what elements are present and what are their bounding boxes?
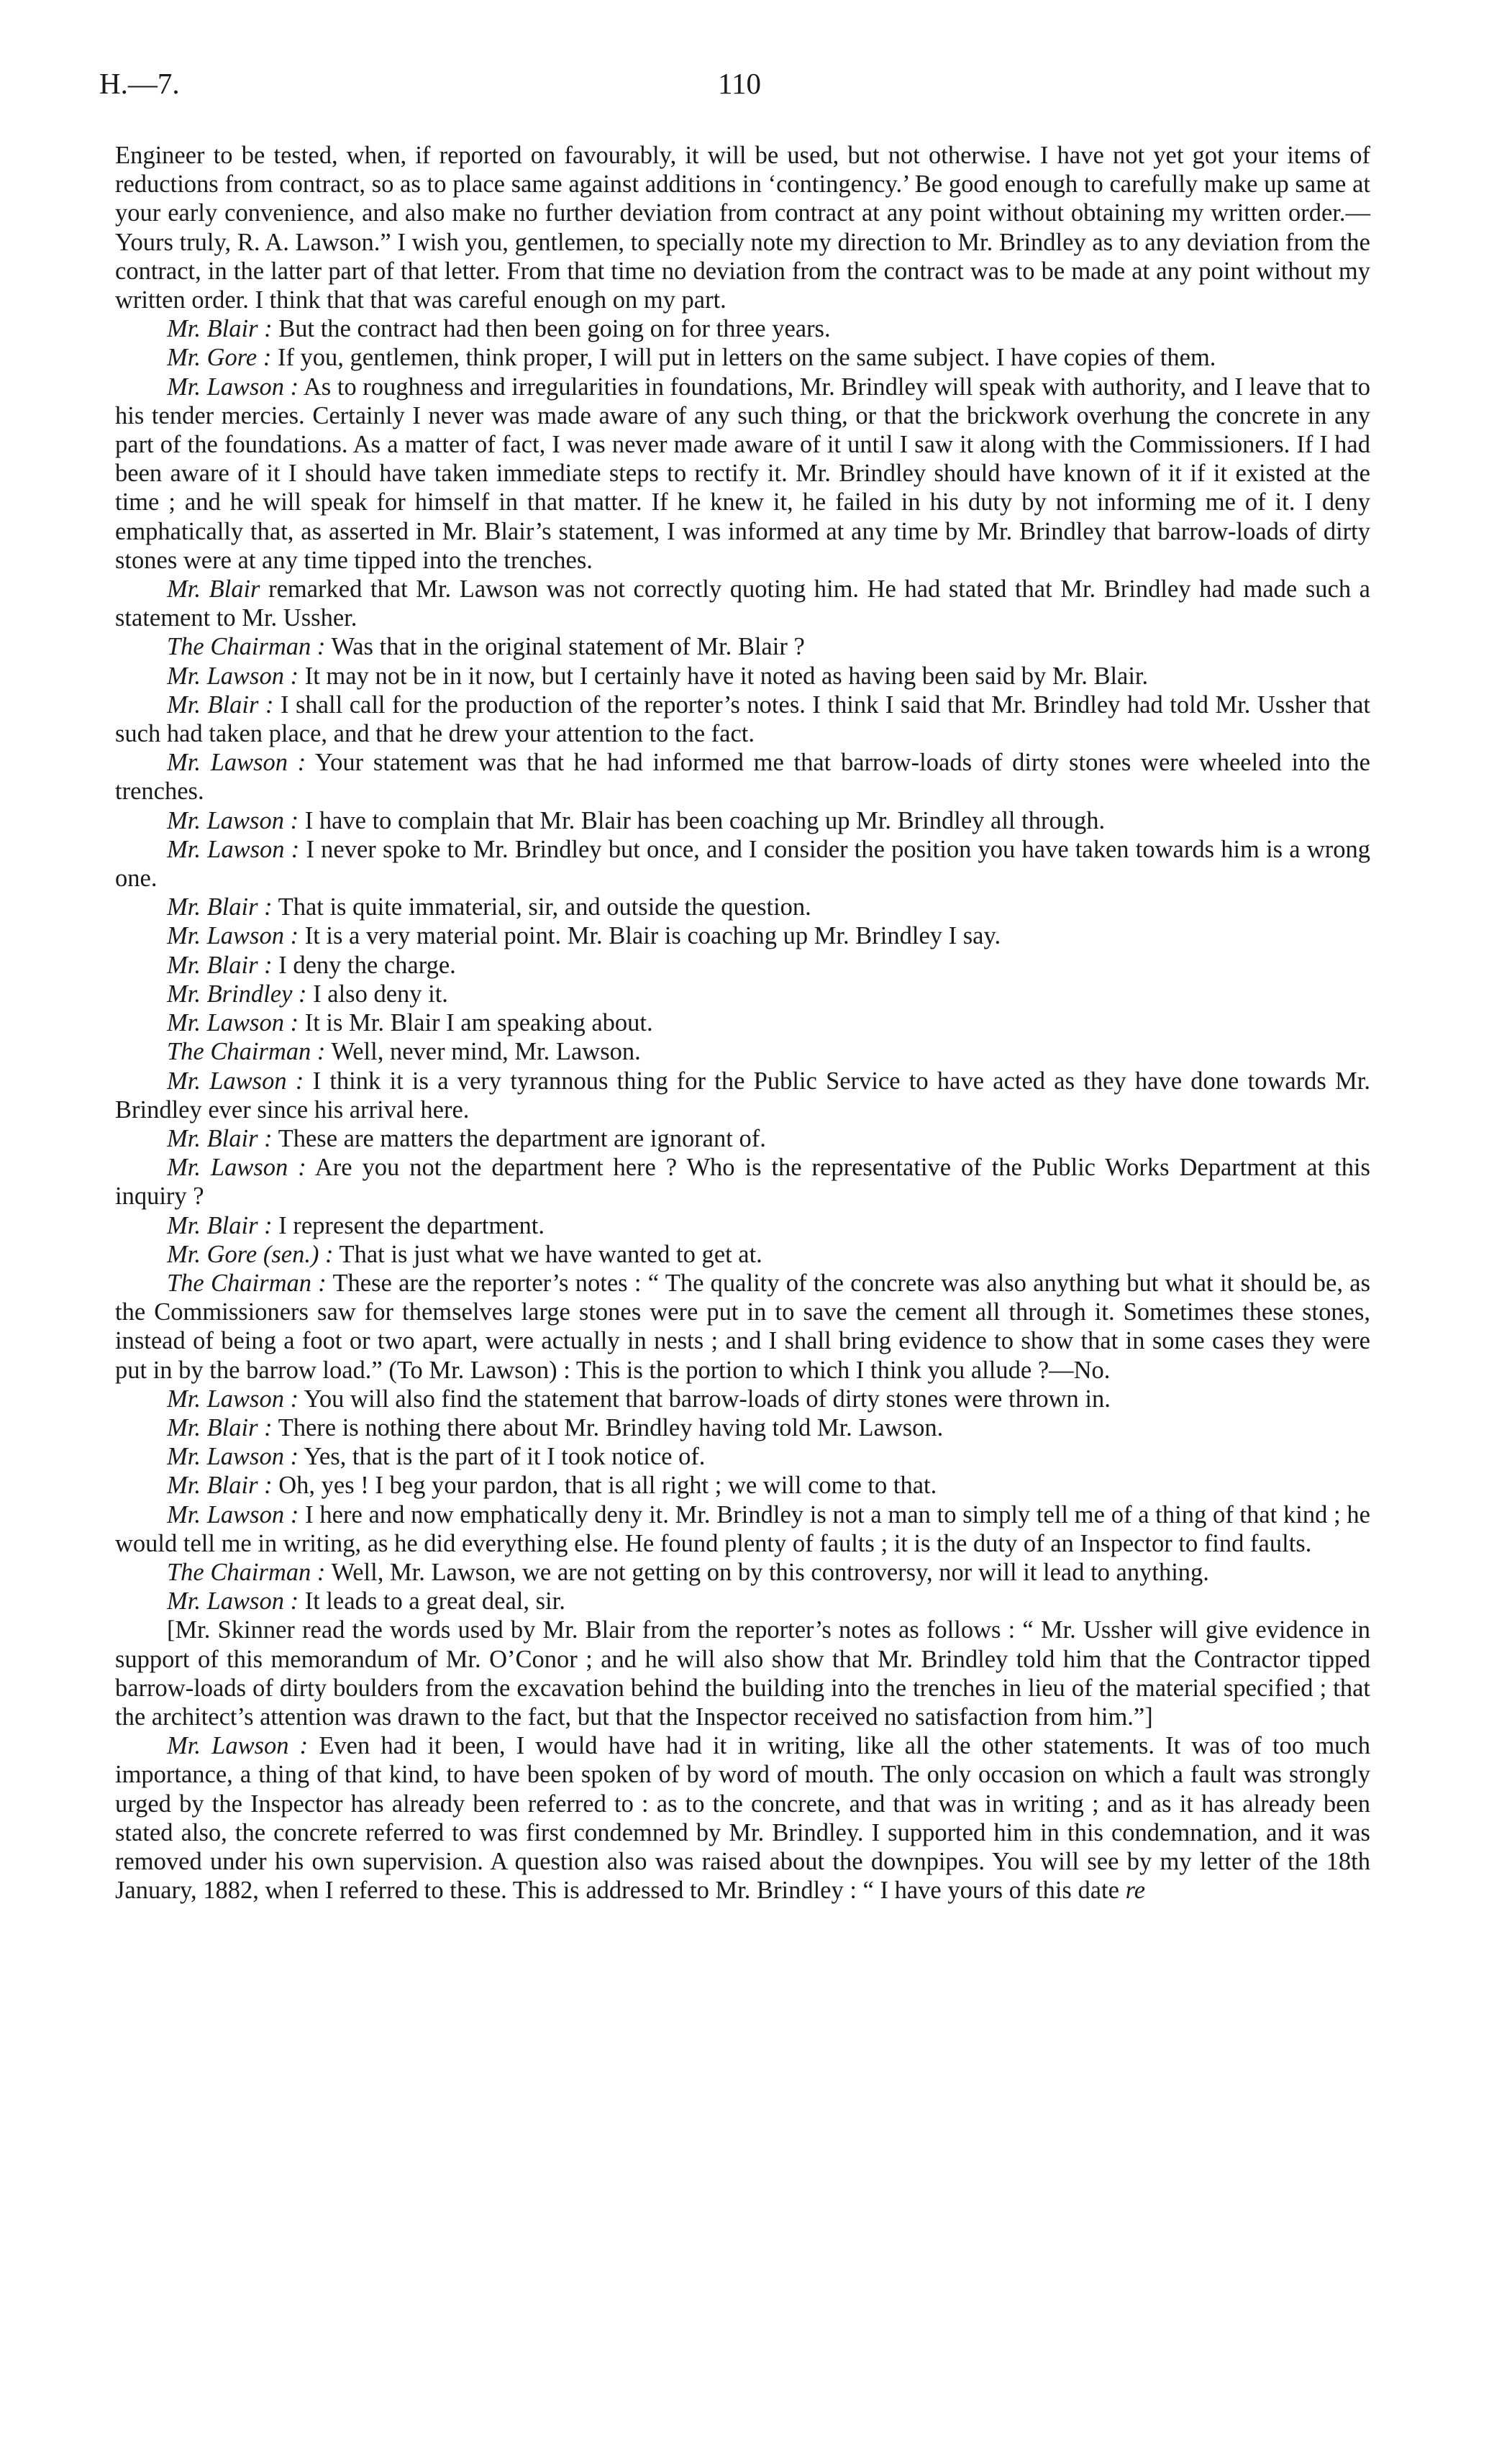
speaker-name: Mr. Lawson : (167, 1443, 299, 1471)
paragraph (115, 575, 1370, 632)
paragraph-text: I never spoke to Mr. Brindley but once, and I consider the position you have taken towards him is a wrong one. (115, 835, 1370, 893)
paragraph (115, 662, 1370, 691)
speaker-name: Mr. Blair : (167, 1413, 273, 1441)
speaker-name: The Chairman : (167, 1269, 327, 1297)
speaker-name: Mr. Blair : (167, 1124, 273, 1152)
paragraph-text: Well, Mr. Lawson, we are not getting on by this controversy, nor will it lead to anything. (325, 1558, 1209, 1586)
paragraph (115, 1413, 1370, 1442)
paragraph-text: Your statement was that he had informed me that barrow-loads of dirty stones were wheeled into the trenches. (115, 749, 1370, 806)
paragraph (115, 1037, 1370, 1066)
speaker-name: Mr. Blair (167, 575, 260, 603)
speaker-name: Mr. Lawson : (167, 1154, 306, 1182)
paragraph (115, 632, 1370, 661)
paragraph-text: These are matters the department are ignorant of. (272, 1124, 766, 1152)
paragraph (115, 1500, 1370, 1558)
paragraph-text: That is quite immaterial, sir, and outside the question. (272, 893, 811, 921)
paragraph-text: It is a very material point. Mr. Blair is coaching up Mr. Brindley I say. (299, 922, 1001, 950)
paragraph-text: These are the reporter’s notes : “ The quality of the concrete was also anything but what it should be, as the Commissioners saw for themselves large stones were put in to save the cement all through it. Sometimes these stones, instead of being a foot or two apart, were actually in nests ; and I shall bring evidence to show that in some cases they were put in by the barrow load.” (To Mr. Lawson) : This is the portion to which I think you allude ?—No. (115, 1269, 1370, 1384)
paragraph-text: You will also find the statement that barrow-loads of dirty stones were thrown in. (299, 1385, 1111, 1413)
paragraph-text: It leads to a great deal, sir. (299, 1587, 565, 1616)
document-code: H.—7. (99, 67, 180, 100)
paragraph (115, 1731, 1370, 1905)
speaker-name: Mr. Lawson : (167, 373, 299, 401)
speaker-name: Mr. Blair : (167, 893, 273, 921)
speaker-name: Mr. Lawson : (167, 749, 306, 777)
speaker-name: Mr. Lawson : (167, 1009, 299, 1037)
paragraph (115, 1385, 1370, 1413)
paragraph (115, 1269, 1370, 1385)
paragraph-text: I shall call for the production of the reporter’s notes. I think I said that Mr. Brindley had told Mr. Ussher that such had taken place, and that he drew your attention to the fact. (115, 691, 1371, 748)
body-text (115, 141, 1370, 1905)
speaker-name: Mr. Lawson : (167, 922, 299, 950)
paragraph-text: But the contract had then been going on for three years. (272, 315, 831, 343)
speaker-name: Mr. Blair : (167, 951, 273, 979)
paragraph-text: Well, never mind, Mr. Lawson. (325, 1038, 641, 1066)
speaker-name: Mr. Lawson : (167, 1500, 299, 1528)
paragraph (115, 921, 1370, 950)
paragraph-text: Yes, that is the part of it I took notice of. (299, 1443, 706, 1471)
paragraph-text: remarked that Mr. Lawson was not correctly quoting him. He had stated that Mr. Brindley had made such a statement to Mr. Ussher. (115, 575, 1370, 632)
italic-word: re (1119, 1877, 1146, 1905)
paragraph (115, 141, 1370, 314)
paragraph (115, 1067, 1370, 1124)
paragraph (115, 1008, 1370, 1037)
paragraph-text: If you, gentlemen, think proper, I will put in letters on the same subject. I have copies of them. (271, 344, 1216, 372)
paragraph (115, 893, 1370, 921)
paragraph (115, 1211, 1370, 1240)
paragraph (115, 951, 1370, 980)
paragraph-text: Even had it been, I would have had it in writing, like all the other statements. It was of too much importance, a thing of that kind, to have been spoken of by word of mouth. The only occasion on which a fault was strongly urged by the Inspector has already been referred to : as to the concrete, and that was in writing ; and as it has already been stated also, the concrete referred to was first condemned by Mr. Brindley. I supported him in this condemnation, and it was removed under his own supervision. A question also was raised about the downpipes. You will see by my letter of the 18th January, 1882, when I referred to these. This is addressed to Mr. Brindley : “ I have yours of this date (115, 1732, 1370, 1905)
paragraph (115, 835, 1370, 893)
speaker-name: Mr. Lawson : (167, 1385, 299, 1413)
paragraph-text: There is nothing there about Mr. Brindley having told Mr. Lawson. (272, 1413, 944, 1441)
paragraph (115, 1587, 1370, 1616)
paragraph-text: I also deny it. (306, 980, 448, 1008)
paragraph (115, 980, 1370, 1008)
speaker-name: The Chairman : (167, 633, 326, 661)
paragraph-text: [Mr. Skinner read the words used by Mr. Blair from the reporter’s notes as follows : “ Mr. Ussher will give evidence in support of this memorandum of Mr. O’Conor ; and he will also show that Mr. Brindley told him that the Contractor tipped barrow-loads of dirty boulders from the excavation behind the building into the trenches in lieu of the material specified ; that the architect’s attention was drawn to the fact, but that the Inspector received no satisfaction from him.”] (115, 1616, 1370, 1731)
speaker-name: Mr. Lawson : (167, 662, 299, 690)
paragraph (115, 373, 1370, 575)
paragraph (115, 343, 1370, 372)
speaker-name: Mr. Lawson : (167, 835, 300, 863)
paragraph-text: I here and now emphatically deny it. Mr. Brindley is not a man to simply tell me of a thing of that kind ; he would tell me in writing, as he did everything else. He found plenty of faults ; it is the duty of an Inspector to find faults. (115, 1500, 1370, 1557)
page-header (99, 66, 1380, 109)
paragraph (115, 1240, 1370, 1269)
speaker-name: Mr. Lawson : (167, 1587, 299, 1616)
paragraph (115, 314, 1370, 343)
speaker-name: Mr. Blair : (167, 315, 273, 343)
page-number: 110 (718, 67, 761, 100)
speaker-name: Mr. Lawson : (167, 806, 299, 834)
paragraph-text: I have to complain that Mr. Blair has been coaching up Mr. Brindley all through. (299, 806, 1106, 834)
paragraph-text: Engineer to be tested, when, if reported on favourably, it will be used, but not otherwise. I have not yet got your items of reductions from contract, so as to place same against additions in ‘contingency.’ Be good enough to carefully make up same at your early convenience, and also make no further deviation from contract at any point without obtaining my written order.—Yours truly, R. A. Lawson.” I wish you, gentlemen, to specially note my direction to Mr. Brindley as to any deviation from the contract, in the latter part of that letter. From that time no deviation from the contract was to be made at any point without my written order. I think that that was careful enough on my part. (115, 142, 1370, 314)
paragraph (115, 806, 1370, 835)
paragraph (115, 1153, 1370, 1211)
speaker-name: Mr. Blair : (167, 1211, 273, 1239)
paragraph (115, 1616, 1370, 1731)
speaker-name: Mr. Blair : (167, 691, 274, 719)
speaker-name: The Chairman : (167, 1558, 326, 1586)
paragraph (115, 1558, 1370, 1587)
paragraph (115, 1471, 1370, 1500)
paragraph-text: Are you not the department here ? Who is the representative of the Public Works Department at this inquiry ? (115, 1154, 1370, 1211)
paragraph-text: I deny the charge. (272, 951, 456, 979)
paragraph (115, 1124, 1370, 1153)
speaker-name: The Chairman : (167, 1038, 326, 1066)
paragraph-text: It may not be in it now, but I certainly have it noted as having been said by Mr. Blair. (299, 662, 1149, 690)
paragraph (115, 748, 1370, 806)
speaker-name: Mr. Blair : (167, 1472, 273, 1500)
paragraph-text: As to roughness and irregularities in foundations, Mr. Brindley will speak with authority, and I leave that to his tender mercies. Certainly I never was made aware of any such thing, or that the brickwork overhung the concrete in any part of the foundations. As a matter of fact, I was never made aware of it until I saw it along with the Commissioners. If I had been aware of it I should have taken immediate steps to rectify it. Mr. Brindley should have known of it if it existed at the time ; and he will speak for himself in that matter. If he knew it, he failed in his duty by not informing me of it. I deny emphatically that, as asserted in Mr. Blair’s statement, I was informed at any time by Mr. Brindley that barrow-loads of dirty stones were at any time tipped into the trenches. (115, 373, 1370, 574)
paragraph (115, 691, 1370, 748)
paragraph-text: That is just what we have wanted to get at. (333, 1240, 762, 1268)
speaker-name: Mr. Gore (sen.) : (167, 1240, 334, 1268)
paragraph-text: Was that in the original statement of Mr. Blair ? (325, 633, 805, 661)
speaker-name: Mr. Lawson : (167, 1067, 304, 1095)
paragraph (115, 1442, 1370, 1471)
paragraph-text: I think it is a very tyrannous thing for the Public Service to have acted as they have done towards Mr. Brindley ever since his arrival here. (115, 1067, 1370, 1124)
speaker-name: Mr. Gore : (167, 344, 272, 372)
paragraph-text: It is Mr. Blair I am speaking about. (299, 1009, 653, 1037)
paragraph-text: Oh, yes ! I beg your pardon, that is all right ; we will come to that. (272, 1472, 937, 1500)
speaker-name: Mr. Brindley : (167, 980, 307, 1008)
speaker-name: Mr. Lawson : (167, 1732, 309, 1760)
paragraph-text: I represent the department. (272, 1211, 545, 1239)
